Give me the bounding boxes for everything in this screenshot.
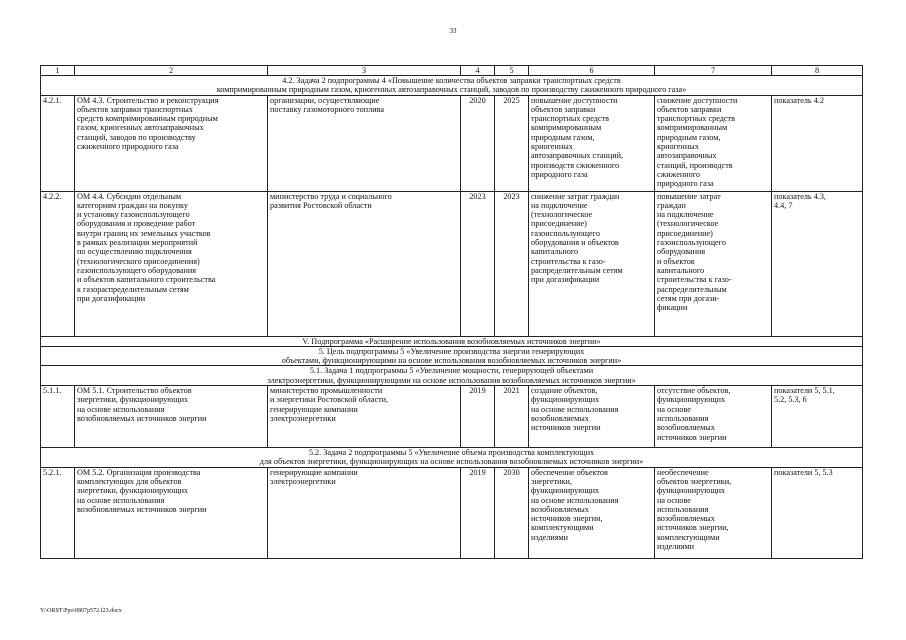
measure-name	[75, 386, 268, 448]
end-year: 2030	[495, 467, 529, 558]
non-implementation-consequences	[655, 386, 772, 448]
text-line: оборудования и объектов	[531, 238, 619, 248]
text-line: функционирующих	[657, 395, 726, 405]
text-line: объектов заправки	[657, 104, 722, 114]
section-row	[41, 448, 863, 468]
section-row	[41, 346, 863, 366]
text-line: на основе использования	[531, 495, 619, 505]
text-line: на основе	[657, 495, 691, 505]
text-line: 5.2. Задача 2 подпрограммы 5 «Увеличение объема производства комплектующих	[308, 448, 595, 458]
text-line: комплектующими	[657, 532, 720, 542]
text-line: ОМ 5.2. Организация производства	[77, 467, 201, 477]
text-line: повышение доступности	[531, 95, 618, 105]
text-line: при догазификации	[531, 275, 600, 285]
linked-indicators	[772, 467, 863, 558]
row-number: 5.2.1.	[41, 467, 75, 558]
text-line: министерство промышленности	[270, 386, 383, 396]
linked-indicators	[772, 386, 863, 448]
text-line: создание объектов,	[531, 386, 598, 396]
text-line: источников энергии,	[531, 514, 603, 524]
text-line: сетям при догази-	[657, 293, 720, 303]
text-line: по осуществлению подключения	[77, 247, 192, 257]
text-line: (технологическое	[657, 219, 719, 229]
text-line: комплектующих для объектов	[77, 476, 182, 486]
text-line: и объектов капитального строительства	[77, 275, 216, 285]
text-line: 5.2, 5.3, 6	[774, 395, 807, 405]
text-line: распределительным	[657, 284, 727, 294]
executor	[268, 467, 461, 558]
text-line: энергетики, функционирующих	[77, 395, 189, 405]
text-line: станций, заводов по производству	[77, 132, 196, 142]
text-line: необеспечение	[657, 467, 709, 477]
text-line: присоединение)	[657, 228, 713, 238]
text-line: строительства к газо-	[657, 275, 732, 285]
text-line: возобновляемых	[531, 413, 589, 423]
text-line: капитального	[531, 247, 579, 257]
text-line: при догазификации	[77, 293, 146, 303]
header-row	[41, 66, 863, 76]
text-line: ОМ 5.1. Строительство объектов	[77, 386, 192, 396]
section-row	[41, 76, 863, 96]
text-line: 5.1. Задача 1 подпрограммы 5 «Увеличение мощности, генерирующей объектами	[309, 366, 594, 376]
text-line: фикации	[657, 303, 688, 313]
text-line: газоиспользующего	[531, 228, 600, 238]
section-heading	[41, 336, 863, 346]
text-line: внутри границ их земельных участков	[77, 228, 211, 238]
text-line: источников энергии,	[657, 523, 729, 533]
text-line: энергетики, функционирующих	[77, 486, 189, 496]
text-line: электроэнергетики, функционирующими на основе использования возобновляемых источников энергии»	[267, 375, 636, 385]
text-line: в рамках реализации мероприятий	[77, 238, 198, 248]
text-line: энергетики,	[531, 476, 572, 486]
table-row	[41, 95, 863, 191]
expected-result	[529, 191, 655, 336]
text-line: генерирующие компании	[270, 467, 358, 477]
text-line: возобновляемых источников энергии	[77, 413, 207, 423]
text-line: использования	[657, 504, 709, 514]
text-line: средств компримированным природным	[77, 114, 218, 124]
expected-result	[529, 386, 655, 448]
text-line: сжиженного природного газа	[77, 142, 179, 152]
section-heading	[41, 366, 863, 386]
section-heading	[41, 448, 863, 468]
start-year: 2023	[461, 191, 495, 336]
executor	[268, 95, 461, 191]
text-line: природного газа	[531, 169, 588, 179]
text-line: на основе использования	[77, 495, 165, 505]
header-cell: 1	[41, 66, 75, 76]
text-line: источников энергии	[657, 432, 727, 442]
row-number: 4.2.2.	[41, 191, 75, 336]
text-line: 4.4, 7	[774, 200, 793, 210]
end-year: 2023	[495, 191, 529, 336]
text-line: автозаправочных станций,	[531, 151, 624, 161]
executor	[268, 386, 461, 448]
text-line: 4.2. Задача 2 подпрограммы 4 «Повышение количества объектов заправки транспортных средств	[282, 76, 621, 85]
text-line: транспортных средств	[657, 114, 735, 124]
header-cell: 4	[461, 66, 495, 76]
text-line: 5. Цель подпрограммы 5 «Увеличение производства энергии генерирующих	[318, 346, 585, 356]
text-line: для объектов энергетики, функционирующих на основе использования возобновляемых источников энергии»	[259, 457, 644, 467]
text-line: возобновляемых	[657, 423, 715, 433]
text-line: отсутствие объектов,	[657, 386, 731, 396]
page-number: 33	[449, 27, 457, 35]
text-line: объектов заправки транспортных	[77, 104, 193, 114]
text-line: граждан	[657, 200, 686, 210]
measure-name	[75, 467, 268, 558]
text-line: ОМ 4.3. Строительство и реконструкция	[77, 95, 219, 105]
section-row	[41, 366, 863, 386]
text-line: оборудования	[657, 247, 706, 257]
text-line: природного газа	[657, 179, 714, 189]
text-line: распределительным сетям	[531, 265, 623, 275]
text-line: капитального	[657, 265, 705, 275]
header-cell: 2	[75, 66, 268, 76]
text-line: снижение затрат граждан	[531, 191, 620, 201]
text-line: компримированным	[531, 123, 602, 133]
text-line: объектами, функционирующими на основе использования возобновляемых источников энергии»	[281, 356, 622, 366]
text-line: криогенных	[531, 142, 573, 152]
text-line: газом, криогенных автозаправочных	[77, 123, 204, 133]
text-line: и установку газоиспользующего	[77, 210, 190, 220]
text-line: электроэнергетики	[270, 413, 336, 423]
text-line: сжиженного	[657, 169, 700, 179]
text-line: строительства к газо-	[531, 256, 606, 266]
start-year: 2020	[461, 95, 495, 191]
text-line: изделиями	[531, 532, 569, 542]
text-line: объектов энергетики,	[657, 476, 732, 486]
end-year: 2021	[495, 386, 529, 448]
section-row	[41, 336, 863, 346]
text-line: министерство труда и социального	[270, 191, 392, 201]
text-line: организации, осуществляющие	[270, 95, 380, 105]
expected-result	[529, 467, 655, 558]
measures-table	[40, 65, 863, 559]
text-line: источников энергии	[531, 423, 601, 433]
text-line: показатели 5, 5.3	[774, 467, 833, 477]
end-year: 2025	[495, 95, 529, 191]
header-cell: 8	[772, 66, 863, 76]
file-path-footer: Y:\ORST\Ppo\0807p572.f23.docx	[40, 608, 122, 614]
text-line: (технологическое	[531, 210, 593, 220]
text-line: станций, производств	[657, 160, 733, 170]
non-implementation-consequences	[655, 191, 772, 336]
text-line: ОМ 4.4. Субсидии отдельным	[77, 191, 182, 201]
row-number: 4.2.1.	[41, 95, 75, 191]
text-line: присоединение)	[531, 219, 587, 229]
text-line: показатель 4.3,	[774, 191, 826, 201]
non-implementation-consequences	[655, 467, 772, 558]
text-line: на основе использования	[77, 404, 165, 414]
text-line: объектов заправки	[531, 104, 596, 114]
table-row	[41, 386, 863, 448]
text-line: функционирующих	[531, 395, 600, 405]
text-line: к газораспределительным сетям	[77, 284, 189, 294]
text-line: возобновляемых источников энергии	[77, 504, 207, 514]
text-line: электроэнергетики	[270, 476, 336, 486]
expected-result	[529, 95, 655, 191]
measure-name	[75, 191, 268, 336]
text-line: автозаправочных	[657, 151, 717, 161]
text-line: компримированным	[657, 123, 728, 133]
text-line: генерирующие компании	[270, 404, 358, 414]
non-implementation-consequences	[655, 95, 772, 191]
linked-indicators	[772, 95, 863, 191]
text-line: развития Ростовской области	[270, 200, 372, 210]
header-cell: 7	[655, 66, 772, 76]
row-number: 5.1.1.	[41, 386, 75, 448]
text-line: транспортных средств	[531, 114, 609, 124]
text-line: категориям граждан на покупку	[77, 200, 189, 210]
text-line: и объектов	[657, 256, 695, 266]
text-line: снижение доступности	[657, 95, 738, 105]
text-line: компримированным природным газом, криогенных автозаправочных станций, заводов по производству сжиженного природного газа»	[216, 85, 687, 95]
text-line: и энергетики Ростовской области,	[270, 395, 389, 405]
executor	[268, 191, 461, 336]
header-cell: 6	[529, 66, 655, 76]
linked-indicators	[772, 191, 863, 336]
text-line: возобновляемых	[531, 504, 589, 514]
section-heading	[41, 346, 863, 366]
text-line: газоиспользующего	[657, 238, 726, 248]
text-line: (технологического присоединения)	[77, 256, 200, 266]
text-line: на подключение	[531, 200, 588, 210]
text-line: использования	[657, 413, 709, 423]
start-year: 2019	[461, 467, 495, 558]
text-line: на основе	[657, 404, 691, 414]
text-line: возобновляемых	[657, 514, 715, 524]
header-cell: 3	[268, 66, 461, 76]
header-cell: 5	[495, 66, 529, 76]
section-heading	[41, 76, 863, 96]
text-line: криогенных	[657, 142, 699, 152]
text-line: показатели 5, 5.1,	[774, 386, 835, 396]
measure-name	[75, 95, 268, 191]
start-year: 2019	[461, 386, 495, 448]
text-line: оборудования и проведение работ	[77, 219, 196, 229]
text-line: функционирующих	[657, 486, 726, 496]
text-line: обеспечение объектов	[531, 467, 608, 477]
text-line: функционирующих	[531, 486, 600, 496]
text-line: природным газом,	[657, 132, 721, 142]
text-line: на основе использования	[531, 404, 619, 414]
text-line: повышение затрат	[657, 191, 721, 201]
text-line: показатель 4.2	[774, 95, 824, 105]
text-line: производств сжиженного	[531, 160, 620, 170]
text-line: на подключение	[657, 210, 714, 220]
text-line: изделиями	[657, 542, 695, 552]
text-line: газоиспользующего оборудования	[77, 265, 197, 275]
text-line: V. Подпрограмма «Расширение использования возобновляемых источников энергии»	[302, 336, 601, 346]
text-line: природным газом,	[531, 132, 595, 142]
table-row	[41, 467, 863, 558]
table-row	[41, 191, 863, 336]
text-line: поставку газомоторного топлива	[270, 104, 385, 114]
text-line: комплектующими	[531, 523, 594, 533]
